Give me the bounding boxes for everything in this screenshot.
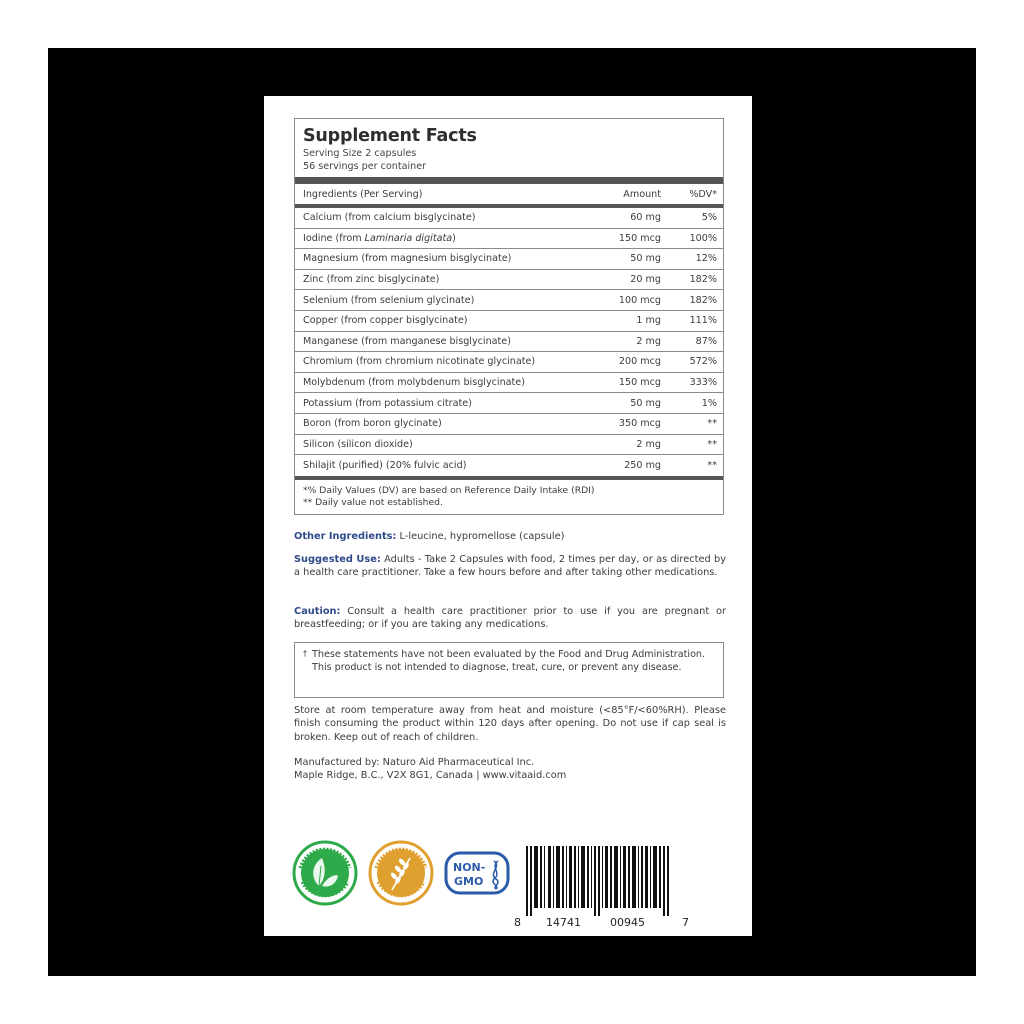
ingredient-dv: 1% xyxy=(701,397,717,409)
ingredient-dv: 5% xyxy=(701,212,717,224)
ingredient-dv: 87% xyxy=(695,335,717,347)
ingredient-amount: 1 mg xyxy=(636,315,661,327)
ingredient-name-part: ) xyxy=(452,232,456,244)
suggested-use-label: Suggested Use: xyxy=(294,554,381,565)
facts-title: Supplement Facts xyxy=(303,126,477,146)
table-row xyxy=(295,270,723,291)
ingredient-name-italic: Laminaria digitata xyxy=(364,232,453,244)
ingredient-dv: 182% xyxy=(689,294,717,306)
barcode-group-right: 00945 xyxy=(610,916,645,929)
other-ingredients xyxy=(294,530,726,543)
facts-header xyxy=(295,119,723,177)
ingredient-name: Selenium (from selenium glycinate) xyxy=(303,294,475,306)
storage-instructions: Store at room temperature away from heat and moisture (<85°F/<60%RH). Please finish consuming the product within 120 days after opening. Do not use if cap seal is broken. Keep out of reach of children. xyxy=(294,705,726,743)
ingredient-dv: 12% xyxy=(695,253,717,265)
ingredient-name: Manganese (from manganese bisglycinate) xyxy=(303,335,511,347)
gluten-free-wheat-icon xyxy=(368,840,434,906)
table-row xyxy=(295,373,723,394)
table-row xyxy=(295,455,723,476)
footnote-not-established: ** Daily value not established. xyxy=(303,496,443,508)
table-row xyxy=(295,229,723,250)
table-row xyxy=(295,393,723,414)
fda-disclaimer-text: These statements have not been evaluated by the Food and Drug Administration. This product is not intended to diagnose, treat, cure, or prevent any disease. xyxy=(312,649,706,674)
supplement-facts-panel xyxy=(294,118,724,515)
vegan-leaf-icon xyxy=(292,840,358,906)
barcode-digit-last: 7 xyxy=(682,916,689,929)
ingredient-name: Copper (from copper bisglycinate) xyxy=(303,315,468,327)
table-row xyxy=(295,414,723,435)
table-row xyxy=(295,208,723,229)
table-row xyxy=(295,435,723,456)
table-row xyxy=(295,352,723,373)
column-amount: Amount xyxy=(623,188,661,200)
column-dv: %DV* xyxy=(689,188,717,200)
ingredient-name: Silicon (silicon dioxide) xyxy=(303,438,413,450)
thick-rule xyxy=(295,177,723,184)
ingredient-amount: 200 mcg xyxy=(618,356,661,368)
ingredient-name: Zinc (from zinc bisglycinate) xyxy=(303,274,440,286)
barcode-group-left: 14741 xyxy=(546,916,581,929)
ingredient-dv: 333% xyxy=(689,377,717,389)
ingredient-amount: 50 mg xyxy=(630,397,661,409)
caution xyxy=(294,605,726,632)
ingredient-dv: ** xyxy=(707,418,717,430)
ingredient-name-part: Iodine (from xyxy=(303,232,365,244)
ingredient-amount: 50 mg xyxy=(630,253,661,265)
caution-text: Consult a health care practitioner prior to use if you are pregnant or breastfeeding; or if you are taking any medications. xyxy=(294,606,726,631)
product-label xyxy=(264,96,752,936)
ingredient-amount: 20 mg xyxy=(630,274,661,286)
suggested-use-text: Adults - Take 2 Capsules with food, 2 times per day, or as directed by a health care practitioner. Take a few hours before and after taking other medications. xyxy=(294,554,726,579)
certification-badges xyxy=(292,838,510,908)
ingredient-amount: 2 mg xyxy=(636,438,661,450)
footnote-dv: *% Daily Values (DV) are based on Reference Daily Intake (RDI) xyxy=(303,484,595,496)
servings-per-container: 56 servings per container xyxy=(303,161,427,172)
ingredient-name: Calcium (from calcium bisglycinate) xyxy=(303,212,476,224)
ingredient-amount: 100 mcg xyxy=(618,294,661,306)
ingredient-name: Boron (from boron glycinate) xyxy=(303,418,442,430)
ingredient-name: Potassium (from potassium citrate) xyxy=(303,397,472,409)
suggested-use xyxy=(294,553,726,580)
non-gmo-icon xyxy=(444,851,510,895)
ingredient-amount: 150 mcg xyxy=(618,232,661,244)
table-row xyxy=(295,249,723,270)
ingredient-amount: 250 mg xyxy=(624,459,661,471)
ingredient-amount: 2 mg xyxy=(636,335,661,347)
ingredient-name: Molybdenum (from molybdenum bisglycinate) xyxy=(303,377,525,389)
ingredient-amount: 350 mcg xyxy=(618,418,661,430)
ingredient-dv: 572% xyxy=(689,356,717,368)
svg-text:GMO: GMO xyxy=(454,875,484,888)
table-row xyxy=(295,332,723,353)
ingredient-dv: 111% xyxy=(689,315,717,327)
ingredient-amount: 60 mg xyxy=(630,212,661,224)
facts-footnotes xyxy=(295,480,723,514)
ingredient-dv: 182% xyxy=(689,274,717,286)
serving-size: Serving Size 2 capsules xyxy=(303,148,417,159)
ingredient-name xyxy=(303,233,593,244)
other-ingredients-text: L-leucine, hypromellose (capsule) xyxy=(396,531,565,542)
ingredient-dv: ** xyxy=(707,438,717,450)
barcode-digit-first: 8 xyxy=(514,916,521,929)
svg-text:NON-: NON- xyxy=(453,861,486,874)
table-row xyxy=(295,290,723,311)
ingredient-name: Chromium (from chromium nicotinate glycinate) xyxy=(303,356,536,368)
table-row xyxy=(295,311,723,332)
dagger-mark: † xyxy=(303,649,307,658)
caution-label: Caution: xyxy=(294,606,341,617)
manufacturer-name: Manufactured by: Naturo Aid Pharmaceutical Inc. xyxy=(294,757,535,768)
manufacturer-address: Maple Ridge, B.C., V2X 8G1, Canada | www.vitaaid.com xyxy=(294,770,567,782)
ingredient-amount: 150 mcg xyxy=(618,377,661,389)
ingredient-dv: ** xyxy=(707,459,717,471)
upc-barcode xyxy=(510,840,700,930)
column-ingredient: Ingredients (Per Serving) xyxy=(303,188,423,200)
fda-disclaimer xyxy=(294,642,724,698)
ingredient-name: Magnesium (from magnesium bisglycinate) xyxy=(303,253,512,265)
manufacturer xyxy=(294,756,726,783)
ingredient-dv: 100% xyxy=(689,232,717,244)
ingredient-name: Shilajit (purified) (20% fulvic acid) xyxy=(303,459,467,471)
other-ingredients-label: Other Ingredients: xyxy=(294,531,397,542)
table-header xyxy=(295,184,723,204)
